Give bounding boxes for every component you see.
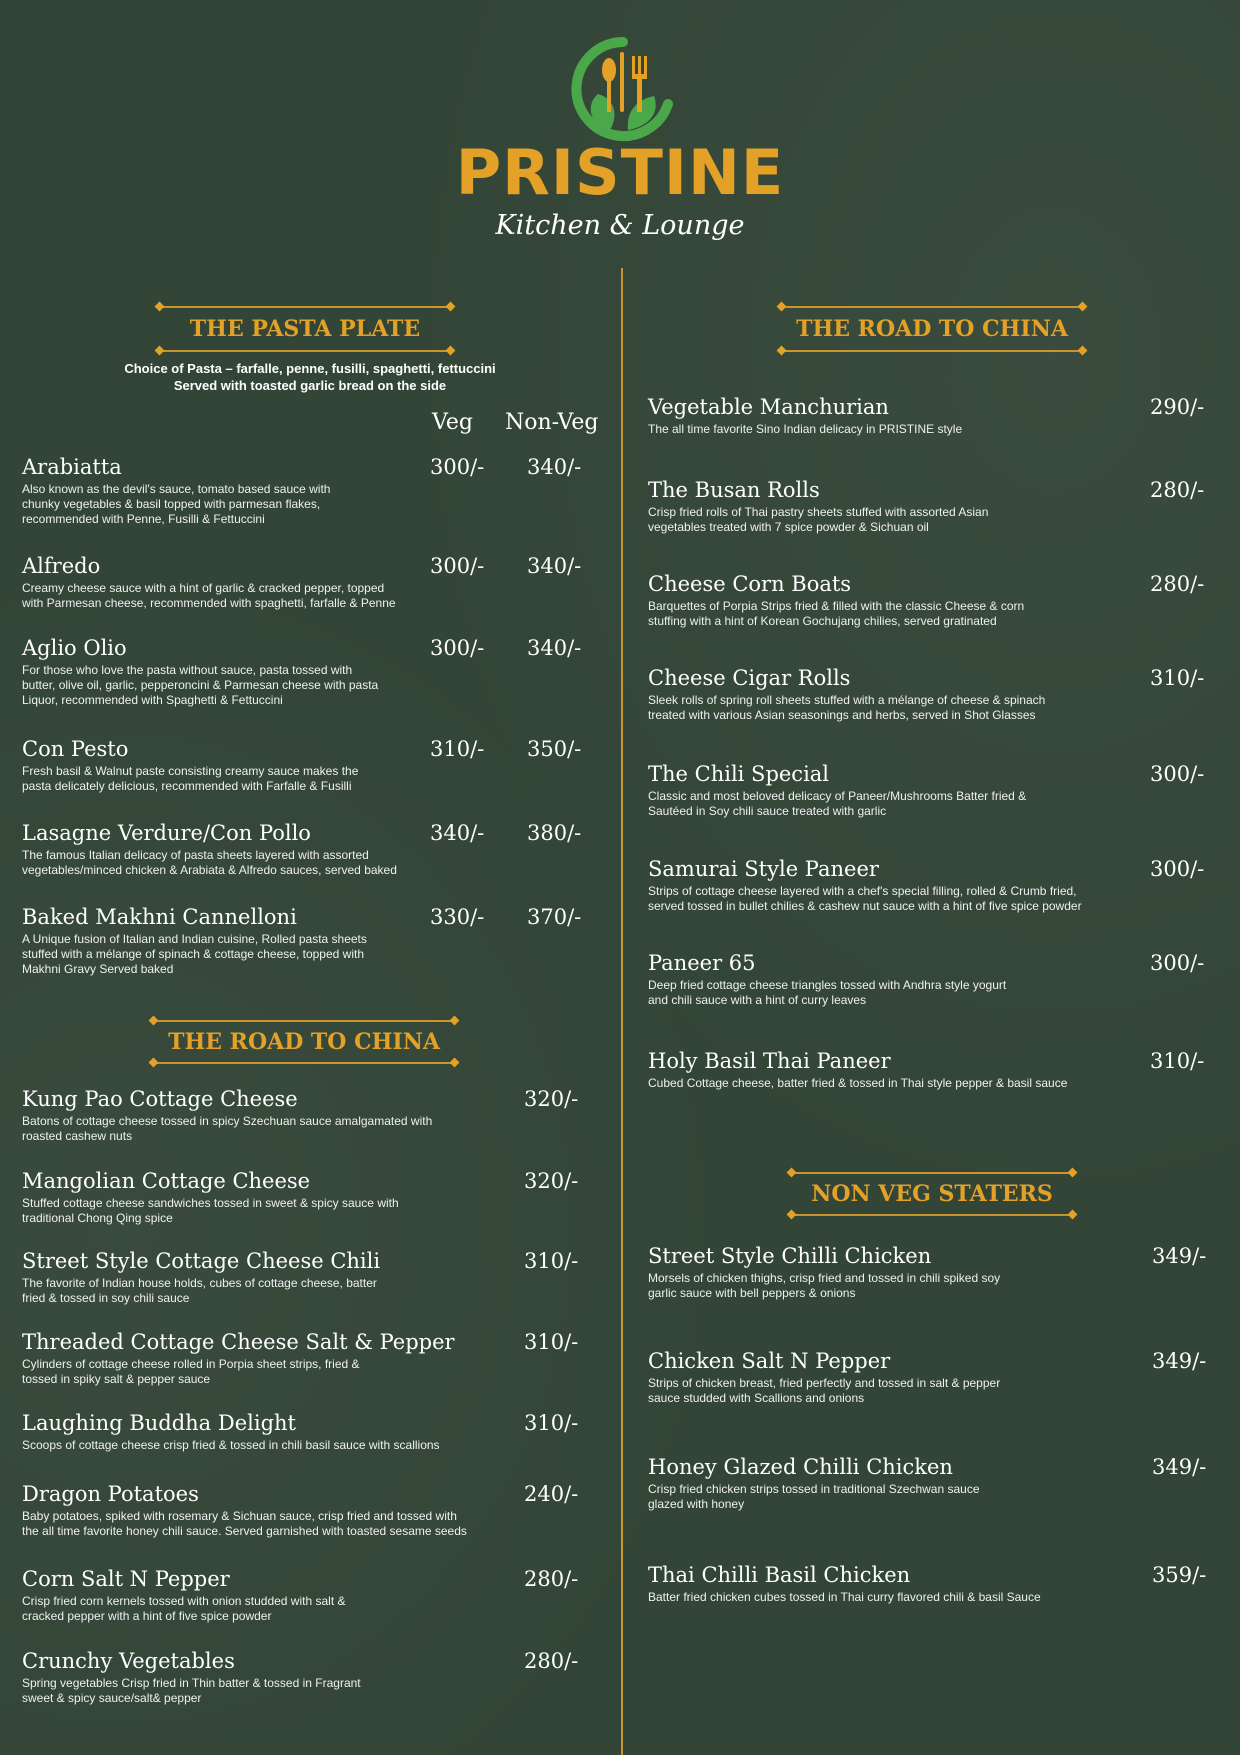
menu-item xyxy=(648,761,1118,819)
price: 349/- xyxy=(1152,1455,1207,1479)
item-name: Threaded Cottage Cheese Salt & Pepper xyxy=(22,1330,455,1354)
price-nonveg: 380/- xyxy=(527,821,582,845)
menu-item xyxy=(22,1248,522,1306)
menu-item xyxy=(22,1086,522,1144)
item-name: Honey Glazed Chilli Chicken xyxy=(648,1455,953,1479)
price: 310/- xyxy=(1150,1049,1205,1073)
item-name: Mangolian Cottage Cheese xyxy=(22,1169,311,1193)
item-description: Batons of cottage cheese tossed in spicy Szechuan sauce amalgamated with roasted cashew nuts xyxy=(22,1114,433,1143)
item-name: Arabiatta xyxy=(22,455,122,479)
price: 310/- xyxy=(524,1411,579,1435)
item-name: Paneer 65 xyxy=(648,951,756,975)
item-description: Fresh basil & Walnut paste consisting creamy sauce makes the pasta delicately delicious, recommended with Farfalle & Fusilli xyxy=(22,764,359,793)
menu-item xyxy=(648,1348,1118,1406)
price-veg: 340/- xyxy=(430,821,485,845)
menu-item xyxy=(648,1454,1118,1512)
price: 290/- xyxy=(1150,395,1205,419)
menu-item xyxy=(22,454,422,527)
price: 320/- xyxy=(524,1087,579,1111)
section-title: THE ROAD TO CHINA xyxy=(796,316,1068,342)
menu-item xyxy=(22,820,422,878)
menu-item xyxy=(648,950,1118,1008)
item-description: Classic and most beloved delicacy of Paneer/Mushrooms Batter fried & Sautéed in Soy chili sauce treated with garlic xyxy=(648,789,1027,818)
item-name: Chicken Salt N Pepper xyxy=(648,1349,891,1373)
menu-item xyxy=(22,553,422,611)
item-name: Samurai Style Paneer xyxy=(648,857,879,881)
section-header-china-left xyxy=(154,1020,454,1064)
menu-item xyxy=(22,1329,522,1387)
price-veg: 300/- xyxy=(430,554,485,578)
menu-item xyxy=(648,394,1118,437)
item-name: Street Style Chilli Chicken xyxy=(648,1244,932,1268)
item-description: Crisp fried rolls of Thai pastry sheets stuffed with assorted Asian vegetables treated with 7 spice powder & Sichuan oil xyxy=(648,505,989,534)
price: 349/- xyxy=(1152,1349,1207,1373)
item-description: The favorite of Indian house holds, cubes of cottage cheese, batter fried & tossed in soy chili sauce xyxy=(22,1276,377,1305)
item-name: Holy Basil Thai Paneer xyxy=(648,1049,891,1073)
price: 300/- xyxy=(1150,951,1205,975)
item-description: Strips of cottage cheese layered with a chef's special filling, rolled & Crumb fried, served tossed in bullet chilies & cashew nut sauce with a hint of five spice powder xyxy=(648,884,1082,913)
item-name: Aglio Olio xyxy=(22,636,127,660)
column-header-nonveg: Non-Veg xyxy=(505,410,599,435)
item-name: The Chili Special xyxy=(648,762,830,786)
section-title: NON VEG STATERS xyxy=(811,1181,1053,1207)
price: 310/- xyxy=(524,1330,579,1354)
item-name: Laughing Buddha Delight xyxy=(22,1411,296,1435)
menu-item xyxy=(22,1481,522,1539)
menu-item xyxy=(22,1168,522,1226)
item-description: Batter fried chicken cubes tossed in Thai curry flavored chili & basil Sauce xyxy=(648,1590,1041,1604)
section-title: THE ROAD TO CHINA xyxy=(168,1029,440,1055)
item-name: Street Style Cottage Cheese Chili xyxy=(22,1249,381,1273)
menu-item xyxy=(648,856,1118,914)
menu-item xyxy=(22,1566,522,1624)
item-name: Kung Pao Cottage Cheese xyxy=(22,1087,298,1111)
item-name: Dragon Potatoes xyxy=(22,1482,199,1506)
menu-item xyxy=(648,571,1118,629)
section-header-pasta xyxy=(160,306,450,352)
price-nonveg: 340/- xyxy=(527,554,582,578)
item-description: Creamy cheese sauce with a hint of garlic & cracked pepper, topped with Parmesan cheese, recommended with spaghetti, farfalle & Penne xyxy=(22,581,396,610)
section-title: THE PASTA PLATE xyxy=(189,316,421,342)
item-description: Also known as the devil's sauce, tomato based sauce with chunky vegetables & basil topped with parmesan flakes, recommended with Penne, Fusilli & Fettuccini xyxy=(22,482,331,526)
section-header-nonveg xyxy=(792,1172,1072,1216)
price: 310/- xyxy=(1150,666,1205,690)
menu-item xyxy=(22,736,422,794)
pasta-note-2: Served with toasted garlic bread on the side xyxy=(173,378,447,393)
item-name: Lasagne Verdure/Con Pollo xyxy=(22,821,311,845)
item-name: Con Pesto xyxy=(22,737,129,761)
item-description: Baby potatoes, spiked with rosemary & Sichuan sauce, crisp fried and tossed with the all time favorite honey chili sauce. Served garnished with toasted sesame seeds xyxy=(22,1509,467,1538)
price: 280/- xyxy=(1150,572,1205,596)
price: 359/- xyxy=(1152,1563,1207,1587)
column-header-veg: Veg xyxy=(432,410,473,435)
item-description: Strips of chicken breast, fried perfectly and tossed in salt & pepper sauce studded with Scallions and onions xyxy=(648,1376,1001,1405)
item-description: A Unique fusion of Italian and Indian cuisine, Rolled pasta sheets stuffed with a mélange of spinach & cottage cheese, topped with Makhni Gravy Served baked xyxy=(22,932,367,976)
item-description: Deep fried cottage cheese triangles tossed with Andhra style yogurt and chili sauce with a hint of curry leaves xyxy=(648,978,1007,1007)
item-description: Morsels of chicken thighs, crisp fried and tossed in chili spiked soy garlic sauce with bell peppers & onions xyxy=(648,1271,1001,1300)
price: 280/- xyxy=(524,1649,579,1673)
item-name: Crunchy Vegetables xyxy=(22,1649,235,1673)
item-description: Sleek rolls of spring roll sheets stuffed with a mélange of cheese & spinach treated with various Asian seasonings and herbs, served in Shot Glasses xyxy=(648,693,1046,722)
item-description: Spring vegetables Crisp fried in Thin batter & tossed in Fragrant sweet & spicy sauce/salt& pepper xyxy=(22,1676,361,1705)
item-description: For those who love the pasta without sauce, pasta tossed with butter, olive oil, garlic, pepperoncini & Parmesan cheese with pasta Liquor, recommended with Spaghetti & Fettuccini xyxy=(22,663,379,707)
menu-item xyxy=(22,1648,522,1706)
section-header-china-right xyxy=(782,306,1082,352)
price-nonveg: 370/- xyxy=(527,905,582,929)
price-veg: 300/- xyxy=(430,636,485,660)
price-nonveg: 340/- xyxy=(527,455,582,479)
item-name: Corn Salt N Pepper xyxy=(22,1567,230,1591)
price: 310/- xyxy=(524,1249,579,1273)
price: 280/- xyxy=(524,1567,579,1591)
menu-item xyxy=(648,1048,1118,1091)
item-name: Thai Chilli Basil Chicken xyxy=(648,1563,911,1587)
column-divider xyxy=(621,268,623,1755)
menu-item xyxy=(648,477,1118,535)
pasta-note-1: Choice of Pasta – farfalle, penne, fusilli, spaghetti, fettuccini xyxy=(124,361,496,376)
item-name: Cheese Cigar Rolls xyxy=(648,666,851,690)
logo-spoon-fork-leaf-icon xyxy=(568,34,678,144)
brand-tagline: Kitchen & Lounge xyxy=(495,210,745,241)
price-veg: 300/- xyxy=(430,455,485,479)
price-nonveg: 350/- xyxy=(527,737,582,761)
item-description: Barquettes of Porpia Strips fried & filled with the classic Cheese & corn stuffing with a hint of Korean Gochujang chilies, served gratinated xyxy=(648,599,1025,628)
item-description: Scoops of cottage cheese crisp fried & tossed in chili basil sauce with scallions xyxy=(22,1438,440,1452)
menu-item xyxy=(22,1410,522,1453)
item-name: Cheese Corn Boats xyxy=(648,572,852,596)
price: 320/- xyxy=(524,1169,579,1193)
menu-item xyxy=(22,635,422,708)
brand-name: PRISTINE xyxy=(455,136,785,209)
menu-item xyxy=(22,904,422,977)
price: 280/- xyxy=(1150,478,1205,502)
item-name: The Busan Rolls xyxy=(648,478,820,502)
item-name: Baked Makhni Cannelloni xyxy=(22,905,297,929)
price: 300/- xyxy=(1150,857,1205,881)
price: 300/- xyxy=(1150,762,1205,786)
menu-item xyxy=(648,665,1118,723)
item-description: Crisp fried corn kernels tossed with onion studded with salt & cracked pepper with a hint of five spice powder xyxy=(22,1594,346,1623)
item-description: The all time favorite Sino Indian delicacy in PRISTINE style xyxy=(648,422,963,436)
menu-item xyxy=(648,1243,1118,1301)
item-description: Crisp fried chicken strips tossed in traditional Szechwan sauce glazed with honey xyxy=(648,1482,980,1511)
price-veg: 330/- xyxy=(430,905,485,929)
item-description: The famous Italian delicacy of pasta sheets layered with assorted vegetables/minced chicken & Arabiata & Alfredo sauces, served baked xyxy=(22,848,397,877)
item-description: Cylinders of cottage cheese rolled in Porpia sheet strips, fried & tossed in spiky salt & pepper sauce xyxy=(22,1357,360,1386)
price-veg: 310/- xyxy=(430,737,485,761)
price-nonveg: 340/- xyxy=(527,636,582,660)
price: 349/- xyxy=(1152,1244,1207,1268)
item-name: Alfredo xyxy=(22,554,101,578)
item-description: Cubed Cottage cheese, batter fried & tossed in Thai style pepper & basil sauce xyxy=(648,1076,1068,1090)
item-description: Stuffed cottage cheese sandwiches tossed in sweet & spicy sauce with traditional Chong Qing spice xyxy=(22,1196,399,1225)
menu-item xyxy=(648,1562,1118,1605)
item-name: Vegetable Manchurian xyxy=(648,395,889,419)
price: 240/- xyxy=(524,1482,579,1506)
